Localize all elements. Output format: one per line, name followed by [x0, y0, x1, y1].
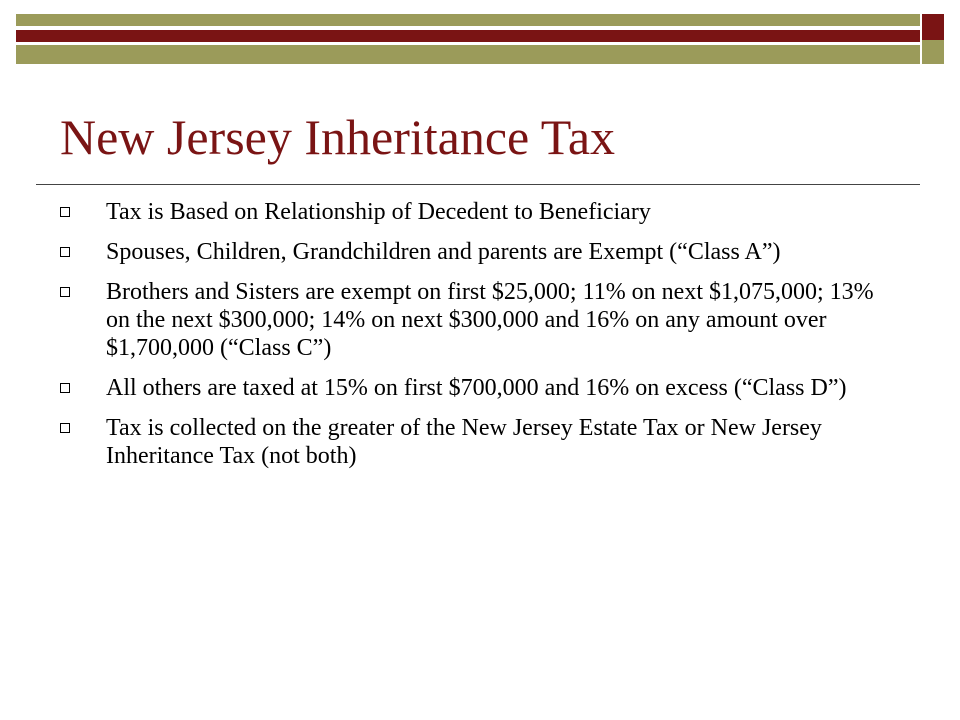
corner-block-olive — [922, 40, 944, 64]
slide-title: New Jersey Inheritance Tax — [60, 109, 616, 165]
band-white-stripe-lower — [16, 42, 920, 45]
top-decorative-band — [16, 14, 920, 64]
bullet-item — [60, 414, 890, 470]
hollow-square-bullet-icon — [60, 423, 70, 433]
bullet-text: All others are taxed at 15% on first $700,000 and 16% on excess (“Class D”) — [106, 375, 847, 401]
bullet-item — [60, 374, 890, 402]
bullet-text: Spouses, Children, Grandchildren and parents are Exempt (“Class A”) — [106, 239, 781, 265]
bullet-item — [60, 198, 890, 226]
corner-block-maroon — [922, 14, 944, 40]
bullet-item — [60, 278, 890, 362]
bullet-text: Brothers and Sisters are exempt on first $25,000; 11% on next $1,075,000; 13% on the next $300,000; 14% on next $300,000 and 16% on any amount over $1,700,000 (“Class C”) — [106, 279, 874, 361]
band-maroon-stripe — [16, 30, 920, 42]
bullet-text: Tax is Based on Relationship of Decedent to Beneficiary — [106, 199, 651, 225]
bullet-text: Tax is collected on the greater of the New Jersey Estate Tax or New Jersey Inheritance Tax (not both) — [106, 415, 822, 469]
title-divider — [36, 184, 920, 185]
hollow-square-bullet-icon — [60, 287, 70, 297]
hollow-square-bullet-icon — [60, 207, 70, 217]
bullet-list — [60, 198, 890, 482]
hollow-square-bullet-icon — [60, 247, 70, 257]
bullet-item — [60, 238, 890, 266]
hollow-square-bullet-icon — [60, 383, 70, 393]
